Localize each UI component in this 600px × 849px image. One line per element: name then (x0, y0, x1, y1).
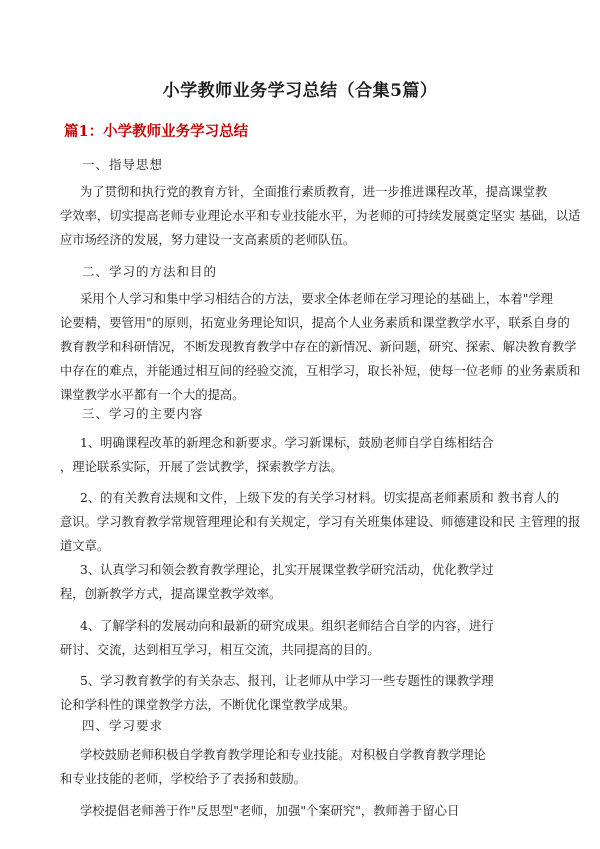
paragraph-item-1 (60, 431, 550, 479)
paragraph-line: 4、了解学科的发展动向和最新的研究成果。组织老师结合自学的内容，进行 (80, 619, 494, 633)
paragraph-line: 1、明确课程改革的新理念和新要求。学习新课标，鼓励老师自学自练相结合 (80, 436, 494, 450)
paragraph-line: 论和学科性的课堂教学方法，不断优化课堂教学成果。 (60, 698, 356, 712)
paragraph-line: 教育教学和科研情况，不断发现教育教学中存在的新情况、新问题，研究、探索、解决教育教学 (60, 340, 577, 354)
section-title: 篇1：小学教师业务学习总结 (64, 123, 249, 140)
paragraph-line: 学校鼓励老师积极自学教育教学理论和专业技能。对积极自学教育教学理论 (80, 748, 486, 762)
paragraph-methods-goals (60, 287, 581, 407)
paragraph-requirements-1 (60, 743, 550, 791)
paragraph-line: 和专业技能的老师，学校给予了表扬和鼓励。 (60, 772, 306, 786)
paragraph-line: 意识。学习教育教学常规管理理论和有关规定，学习有关班集体建设、师德建设和民 主管理的报 (60, 515, 581, 529)
heading-requirements: 四、学习要求 (82, 718, 164, 733)
paragraph-line: 应市场经济的发展，努力建设一支高素质的老师队伍。 (60, 233, 356, 247)
paragraph-line: ，理论联系实际，开展了尝试教学，探索教学方法。 (60, 460, 343, 474)
heading-guiding-ideology: 一、指导思想 (82, 157, 164, 172)
paragraph-line: 程，创新教学方式，提高课堂教学效率。 (60, 587, 282, 601)
heading-main-content: 三、学习的主要内容 (82, 406, 204, 421)
paragraph-requirements-2 (60, 799, 550, 823)
paragraph-line: 3、认真学习和领会教育教学理论，扎实开展课堂教学研究活动，优化教学过 (80, 563, 494, 577)
paragraph-guiding-ideology (60, 180, 581, 252)
paragraph-line: 研讨、交流，达到相互学习，相互交流，共同提高的目的。 (60, 643, 380, 657)
paragraph-line: 学校提倡老师善于作"反思型"老师，加强"个案研究"，教师善于留心日 (80, 804, 460, 818)
paragraph-line: 论要精，要管用"的原则，拓宽业务理论知识，提高个人业务素质和课堂教学水平，联系自身的 (60, 316, 570, 330)
paragraph-line: 学效率，切实提高老师专业理论水平和专业技能水平，为老师的可持续发展奠定坚实 基础，以适 (60, 209, 581, 223)
paragraph-line: 道文章。 (60, 539, 110, 553)
paragraph-item-4 (60, 614, 550, 662)
paragraph-line: 课堂教学水平都有一个大的提高。 (60, 388, 245, 402)
paragraph-line: 5、学习教育教学的有关杂志、报刊，让老师从中学习一些专题性的课教学理 (80, 674, 494, 688)
paragraph-item-5 (60, 669, 550, 717)
paragraph-line: 2、的有关教育法规和文件，上级下发的有关学习材料。切实提高老师素质和 教书育人的 (80, 491, 560, 505)
paragraph-line: 为了贯彻和执行党的教育方针，全面推行素质教育，进一步推进课程改革，提高课堂教 (80, 185, 548, 199)
heading-methods-goals: 二、学习的方法和目的 (82, 264, 218, 279)
document-title: 小学教师业务学习总结（合集5篇） (162, 81, 438, 101)
paragraph-item-2 (60, 486, 581, 558)
paragraph-line: 采用个人学习和集中学习相结合的方法，要求全体老师在学习理论的基础上，本着"学理 (80, 292, 553, 306)
paragraph-item-3 (60, 558, 550, 606)
paragraph-line: 中存在的难点，并能通过相互间的经验交流，互相学习，取长补短，使每一位老师 的业务素质和 (60, 364, 581, 378)
